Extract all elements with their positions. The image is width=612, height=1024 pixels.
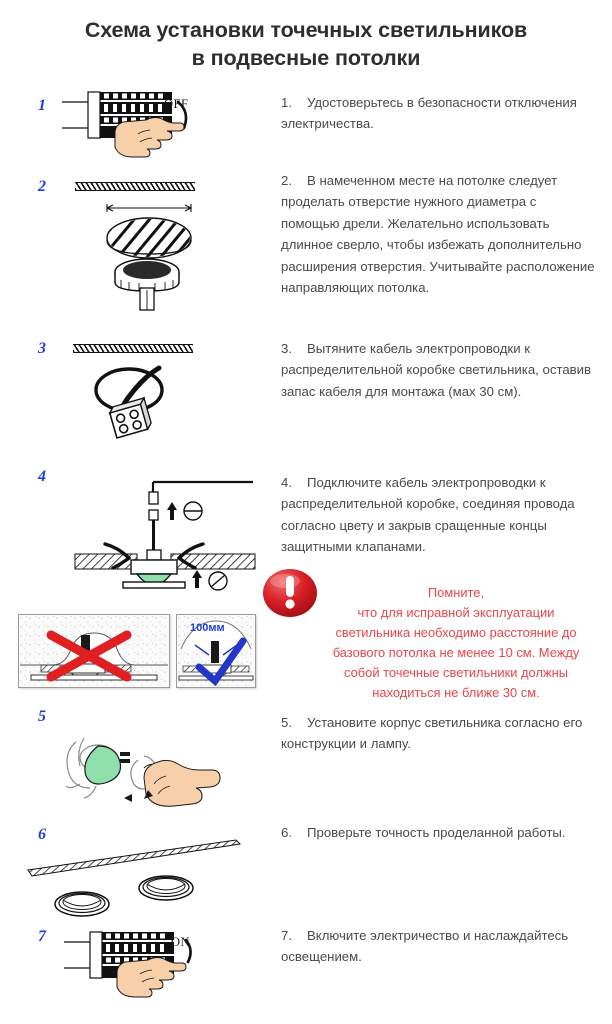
illustration-insert-lamp: [62, 728, 222, 808]
step-text-5: [281, 712, 596, 755]
step-number-2: 2: [38, 178, 46, 195]
illustration-spotlight-wiring: [75, 466, 255, 601]
breaker-off-label: OFF: [164, 97, 189, 111]
warning-text: [310, 583, 602, 703]
step-number-5: 5: [38, 708, 46, 725]
step-number-3: 3: [38, 340, 46, 357]
warning-line-1: Помните,: [427, 585, 485, 600]
illustration-breaker-panel-on: [62, 926, 237, 1011]
warning-line-5: собой точечные светильники должны: [344, 665, 568, 680]
warning-line-3: светильника необходимо расстояние до: [335, 625, 577, 640]
step-number-6: 6: [38, 826, 46, 843]
step-text-2: [281, 170, 596, 298]
illustration-finished-ceiling: [26, 828, 246, 918]
step-body-5: Установите корпус светильника согласно его конструкции и лампу.: [281, 715, 583, 752]
page-title-line-2: в подвесные потолки: [191, 46, 421, 71]
step-text-4: [281, 472, 596, 558]
step-body-6: Проверьте точность проделанной работы.: [307, 825, 566, 840]
page-title: [0, 16, 612, 73]
illustration-hole-saw-drill: [95, 200, 215, 310]
step-marker-5: 5.: [281, 715, 292, 730]
step-marker-6: 6.: [281, 825, 292, 840]
step-marker-3: 3.: [281, 341, 292, 356]
distance-label-100mm: 100мм: [190, 622, 225, 634]
step-marker-2: 2.: [281, 173, 292, 188]
step-text-6: [281, 822, 596, 843]
ceiling-strip-step2: [75, 182, 195, 191]
step-body-7: Включите электричество и наслаждайтесь освещением.: [281, 928, 569, 965]
step-body-2: В намеченном месте на потолке следует проделать отверстие нужного диаметра с помощью дрели. Желательно использовать длинное сверло, чтобы избежать дополнительно расширения отверстия. Учитывайте расположение направляющих потолка.: [281, 173, 595, 295]
step-marker-4: 4.: [281, 475, 292, 490]
step-text-3: [281, 338, 596, 402]
step-marker-7: 7.: [281, 928, 292, 943]
step-body-1: Удостоверьтесь в безопасности отключения электричества.: [281, 95, 577, 132]
step-number-7: 7: [38, 928, 46, 945]
step-body-3: Вытяните кабель электропроводки к распределительной коробке светильника, оставив запас кабеля для монтажа (мах 30 см).: [281, 341, 592, 399]
warning-line-6: находиться не ближе 30 см.: [372, 685, 540, 700]
page-title-line-1: Схема установки точечных светильников: [84, 18, 528, 42]
step-number-1: 1: [38, 97, 46, 114]
step-marker-1: 1.: [281, 95, 292, 110]
breaker-on-label: ON: [171, 935, 191, 949]
step-body-4: Подключите кабель электропроводки к распределительной коробке, соединяя провода согласно цвету и закрыв сращенные концы защитными клапанами.: [281, 475, 575, 555]
step-text-1: [281, 92, 596, 135]
illustration-cable-junction-box: [85, 362, 205, 442]
comparison-panel-wrong: [18, 614, 170, 688]
illustration-breaker-panel-off: [60, 88, 235, 168]
warning-line-2: что для исправной эксплуатации: [357, 605, 555, 620]
warning-line-4: базового потолка не менее 10 см. Между: [332, 645, 580, 660]
step-text-7: [281, 925, 596, 968]
ceiling-strip-step3: [73, 344, 193, 353]
step-number-4: 4: [38, 468, 46, 485]
